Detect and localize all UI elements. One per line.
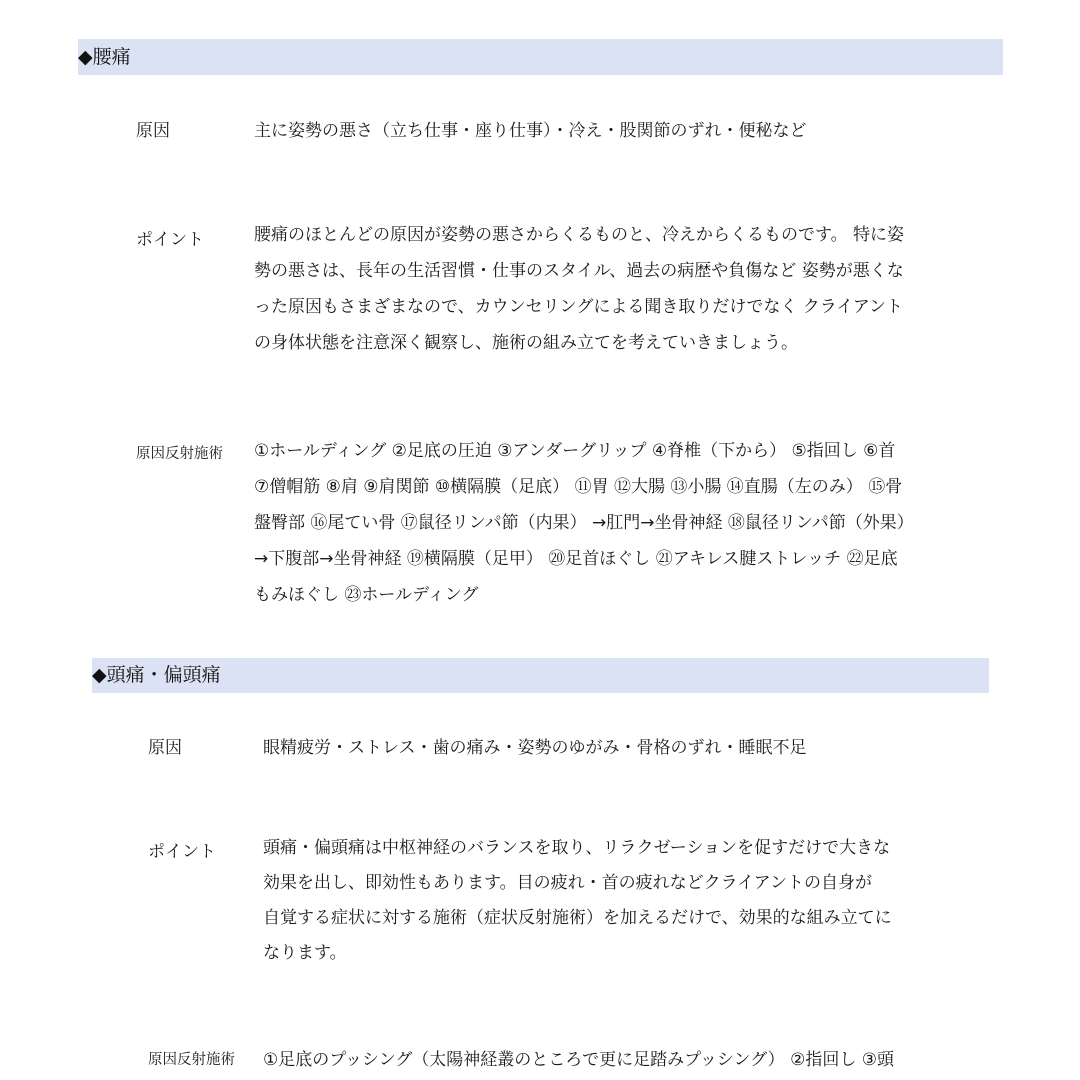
point-line: 腰痛のほとんどの原因が姿勢の悪さからくるものと、冷えからくるものです。 特に姿 bbox=[254, 225, 905, 245]
reflex-line: ⑦僧帽筋 ⑧肩 ⑨肩関節 ⑩横隔膜（足底） ⑪胃 ⑫大腸 ⑬小腸 ⑭直腸（左のみ） ⑮骨 bbox=[254, 477, 903, 497]
reflex-label: 原因反射施術 bbox=[148, 1052, 235, 1068]
section-header-headache: ◆頭痛・偏頭痛 bbox=[92, 658, 989, 693]
cause-label: 原因 bbox=[148, 738, 182, 758]
point-label: ポイント bbox=[148, 842, 216, 862]
point-label: ポイント bbox=[136, 230, 204, 250]
point-paragraph bbox=[263, 831, 892, 971]
point-line: 勢の悪さは、長年の生活習慣・仕事のスタイル、過去の病歴や負傷など 姿勢が悪くな bbox=[254, 261, 904, 281]
point-line: った原因もさまざまなので、カウンセリングによる聞き取りだけでなく クライアント bbox=[254, 297, 904, 317]
cause-label: 原因 bbox=[136, 121, 170, 141]
section-header-lower-back-pain: ◆腰痛 bbox=[78, 39, 1003, 75]
point-line: 頭痛・偏頭痛は中枢神経のバランスを取り、リラクゼーションを促すだけで大きな bbox=[263, 838, 891, 858]
reflex-line: 盤臀部 ⑯尾てい骨 ⑰鼠径リンパ節（内果） →肛門→坐骨神経 ⑱鼠径リンパ節（外果） bbox=[254, 513, 914, 533]
point-line: 自覚する症状に対する施術（症状反射施術）を加えるだけで、効果的な組み立てに bbox=[263, 908, 892, 928]
reflex-line: ①足底のプッシング（太陽神経叢のところで更に足踏みプッシング） ②指回し ③頭 bbox=[263, 1050, 894, 1070]
reflex-label: 原因反射施術 bbox=[136, 446, 223, 462]
cause-text: 眼精疲労・ストレス・歯の痛み・姿勢のゆがみ・骨格のずれ・睡眠不足 bbox=[263, 738, 807, 758]
reflex-paragraph bbox=[254, 433, 914, 613]
point-line: なります。 bbox=[263, 943, 347, 963]
point-line: の身体状態を注意深く観察し、施術の組み立てを考えていきましょう。 bbox=[254, 333, 798, 353]
reflex-line: →下腹部→坐骨神経 ⑲横隔膜（足甲） ⑳足首ほぐし ㉑アキレス腱ストレッチ ㉒足底 bbox=[254, 549, 898, 569]
cause-text: 主に姿勢の悪さ（立ち仕事・座り仕事）・冷え・股関節のずれ・便秘など bbox=[254, 121, 807, 141]
point-line: 効果を出し、即効性もあります。目の疲れ・首の疲れなどクライアントの自身が bbox=[263, 873, 872, 893]
point-paragraph bbox=[254, 217, 904, 361]
reflex-line: もみほぐし ㉓ホールディング bbox=[254, 585, 479, 605]
reflex-line: ①ホールディング ②足底の圧迫 ③アンダーグリップ ④脊椎（下から） ⑤指回し ⑥首 bbox=[254, 441, 896, 461]
